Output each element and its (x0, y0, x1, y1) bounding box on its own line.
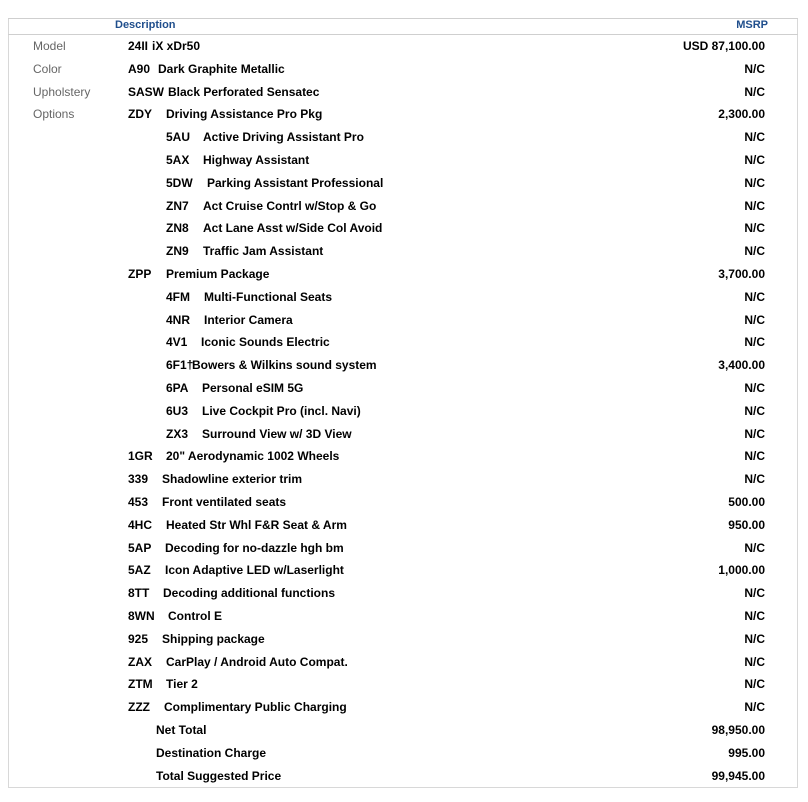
table-row (0, 582, 808, 604)
option-price: N/C (744, 609, 765, 623)
table-row (0, 81, 808, 103)
row-label: Color (33, 61, 62, 76)
option-description: Heated Str Whl F&R Seat & Arm (166, 517, 347, 532)
option-code: 24II (128, 39, 149, 53)
option-code: 4V1 (166, 335, 188, 350)
row-label: Options (33, 107, 75, 122)
option-description: Icon Adaptive LED w/Laserlight (165, 563, 344, 578)
option-code: ZTM (128, 677, 153, 692)
option-price: N/C (744, 84, 765, 99)
total-row (0, 742, 808, 764)
option-price: USD 87,100.00 (682, 39, 765, 53)
option-code: ZN8 (166, 221, 189, 236)
table-row (0, 331, 808, 353)
option-price: N/C (744, 198, 765, 213)
option-code: ZPP (128, 267, 152, 281)
option-code: 4NR (166, 312, 191, 327)
option-description: Shipping package (162, 631, 265, 646)
option-price: N/C (744, 631, 765, 646)
option-code: ZZZ (128, 700, 150, 715)
option-code: SASW (128, 84, 164, 99)
table-row (0, 377, 808, 399)
option-description: Iconic Sounds Electric (201, 335, 330, 350)
option-price: N/C (744, 153, 765, 167)
table-row (0, 651, 808, 673)
total-price: 995.00 (728, 745, 765, 760)
total-label: Total Suggested Price (156, 768, 282, 783)
option-price: N/C (744, 449, 765, 464)
option-code: 339 (128, 472, 149, 487)
total-price: 99,945.00 (711, 768, 765, 783)
option-price: N/C (744, 540, 765, 555)
table-row (0, 628, 808, 650)
option-price: N/C (744, 426, 765, 441)
option-price: N/C (744, 61, 765, 76)
table-row (0, 491, 808, 513)
option-price: N/C (744, 244, 765, 259)
option-price: 2,300.00 (718, 107, 765, 122)
option-price: 3,400.00 (718, 358, 765, 373)
option-code: 4HC (128, 517, 153, 532)
option-description: Interior Camera (204, 312, 293, 327)
option-description: Shadowline exterior trim (162, 472, 303, 487)
option-description: Bowers & Wilkins sound system (192, 358, 377, 373)
option-price: N/C (744, 312, 765, 327)
table-row (0, 354, 808, 376)
option-code: 8WN (128, 609, 155, 623)
table-row (0, 537, 808, 559)
total-row (0, 719, 808, 741)
option-code: ZX3 (166, 426, 189, 441)
table-row (0, 423, 808, 445)
option-code: 5AU (166, 130, 191, 145)
option-description: 20" Aerodynamic 1002 Wheels (166, 449, 340, 464)
option-description: Driving Assistance Pro Pkg (166, 107, 323, 122)
option-code: 5DW (166, 175, 193, 190)
option-description: Act Lane Asst w/Side Col Avoid (203, 221, 383, 236)
option-price: N/C (744, 654, 765, 669)
option-code: 925 (128, 631, 149, 646)
option-description: Highway Assistant (203, 153, 310, 167)
option-price: N/C (744, 586, 765, 601)
option-description: Tier 2 (166, 677, 198, 692)
option-description: Front ventilated seats (162, 495, 287, 509)
total-label: Net Total (156, 723, 207, 737)
option-price: 1,000.00 (718, 563, 765, 578)
option-description: Multi-Functional Seats (204, 289, 333, 304)
total-label: Destination Charge (156, 745, 267, 760)
option-price: N/C (744, 403, 765, 418)
option-description: Complimentary Public Charging (164, 700, 347, 715)
table-row (0, 217, 808, 239)
table-row (0, 559, 808, 581)
option-description: Control E (168, 609, 222, 623)
header-description: Description (115, 19, 176, 31)
total-price: 98,950.00 (711, 723, 765, 737)
table-row (0, 468, 808, 490)
option-code: 5AX (166, 153, 190, 167)
table-row (0, 103, 808, 125)
table-row (0, 126, 808, 148)
option-price: 500.00 (728, 495, 765, 509)
header-msrp: MSRP (736, 19, 768, 31)
table-row (0, 149, 808, 171)
table-row (0, 400, 808, 422)
option-code: 6F1† (166, 358, 194, 373)
row-label: Model (33, 39, 66, 53)
option-price: N/C (744, 289, 765, 304)
option-description: Black Perforated Sensatec (168, 84, 320, 99)
table-row (0, 605, 808, 627)
option-code: 4FM (166, 289, 190, 304)
table-row (0, 696, 808, 718)
table-row (0, 445, 808, 467)
option-code: 5AP (128, 540, 152, 555)
option-code: 8TT (128, 586, 150, 601)
option-price: 3,700.00 (718, 267, 765, 281)
option-description: Premium Package (166, 267, 270, 281)
option-code: 5AZ (128, 563, 151, 578)
option-description: Active Driving Assistant Pro (203, 130, 364, 145)
option-description: CarPlay / Android Auto Compat. (166, 654, 348, 669)
option-description: Decoding additional functions (163, 586, 335, 601)
option-code: 453 (128, 495, 149, 509)
option-code: ZN9 (166, 244, 189, 259)
option-description: Dark Graphite Metallic (158, 61, 285, 76)
option-description: Surround View w/ 3D View (202, 426, 352, 441)
option-description: iX xDr50 (152, 39, 201, 53)
option-code: ZDY (128, 107, 152, 122)
option-code: 1GR (128, 449, 153, 464)
option-description: Live Cockpit Pro (incl. Navi) (202, 403, 361, 418)
option-description: Act Cruise Contrl w/Stop & Go (203, 198, 377, 213)
option-description: Traffic Jam Assistant (203, 244, 324, 259)
table-row (0, 240, 808, 262)
option-code: 6PA (166, 381, 189, 395)
table-row (0, 172, 808, 194)
option-price: N/C (744, 381, 765, 395)
table-row (0, 673, 808, 695)
table-row (0, 309, 808, 331)
option-code: 6U3 (166, 403, 189, 418)
option-code: ZAX (128, 654, 152, 669)
option-price: N/C (744, 175, 765, 190)
option-description: Personal eSIM 5G (202, 381, 304, 395)
table-row (0, 35, 808, 57)
option-code: A90 (128, 61, 151, 76)
option-price: N/C (744, 700, 765, 715)
option-price: N/C (744, 677, 765, 692)
table-row (0, 286, 808, 308)
option-price: N/C (744, 221, 765, 236)
option-code: ZN7 (166, 198, 189, 213)
row-label: Upholstery (33, 84, 91, 99)
option-price: N/C (744, 130, 765, 145)
option-description: Decoding for no-dazzle hgh bm (165, 540, 344, 555)
table-row (0, 58, 808, 80)
option-price: 950.00 (728, 517, 765, 532)
table-row (0, 195, 808, 217)
table-row (0, 263, 808, 285)
option-price: N/C (744, 472, 765, 487)
option-description: Parking Assistant Professional (207, 175, 384, 190)
table-row (0, 514, 808, 536)
option-price: N/C (744, 335, 765, 350)
total-row (0, 765, 808, 787)
